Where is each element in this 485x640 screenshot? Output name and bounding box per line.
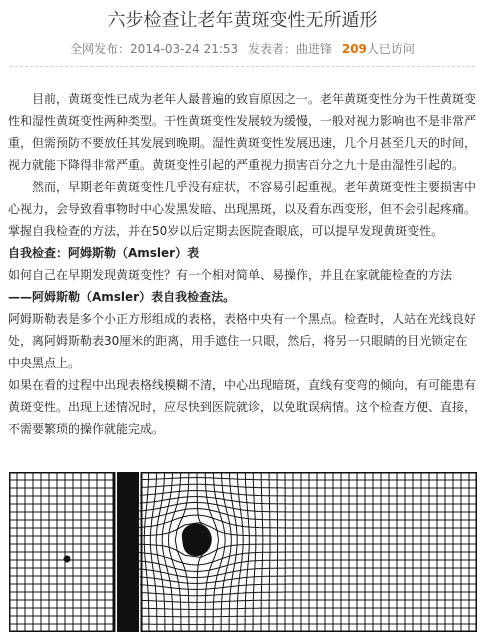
paragraph-result: 如果在看的过程中出现表格线模糊不清，中心出现暗斑，直线有变弯的倾向，有可能患有黄斑变性。出现上述情况时，应尽快到医院就诊，以免耽误病情。这个检查方便、直接，不需要繁琐的操作就能完成。 <box>8 378 477 436</box>
paragraph-method: 阿姆斯勒表是多个小正方形组成的表格，表格中央有一个黑点。检查时，人站在光线良好处，离阿姆斯勒表30厘米的距离，用手遮住一只眼，然后，将另一只眼睛的目光锁定在中央黑点上。 <box>8 312 477 370</box>
section-heading: 自我检查：阿姆斯勒（Amsler）表 <box>8 246 200 260</box>
article-title: 六步检查让老年黄斑变性无所遁形 <box>107 10 378 31</box>
visit-count: 209 <box>341 42 367 56</box>
article-body <box>8 88 478 440</box>
fixation-dot <box>64 556 71 563</box>
method-name: ——阿姆斯勒（Amsler）表自我检查法。 <box>8 290 236 304</box>
figure-separator-bar <box>117 472 139 632</box>
amsler-grid-normal <box>9 472 115 632</box>
amsler-grid-figure <box>9 472 477 632</box>
paragraph-intro: 目前，黄斑变性已成为老年人最普遍的致盲原因之一。老年黄斑变性分为干性黄斑变性和湿性黄斑变性两种类型。干性黄斑变性发展较为缓慢，一般对视力影响也不是非常严重，但需预防不要放任其发展到晚期。湿性黄斑变性发展迅速，几个月甚至几天的时间，视力就能下降得非常严重。黄斑变性引起的严重视力损害百分之九十是由湿性引起的。 <box>8 92 477 172</box>
title-divider <box>10 66 475 67</box>
paragraph-question: 如何自己在早期发现黄斑变性？有一个相对简单、易操作，并且在家就能检查的方法 <box>8 268 453 282</box>
amsler-grid-distorted <box>138 472 477 632</box>
author-info: 发表者：曲进锋 <box>248 42 333 56</box>
dark-spot <box>182 523 212 556</box>
visit-suffix: 人已访问 <box>366 42 415 56</box>
paragraph-symptoms: 然而，早期老年黄斑变性几乎没有症状，不容易引起重视。老年黄斑变性主要损害中心视力，会导致看事物时中心发黑发暗、出现黑斑，以及看东西变形，但不会引起疼痛。掌握自我检查的方法，并在50岁以后定期去医院查眼底，可以提早发现黄斑变性。 <box>8 180 477 238</box>
article-meta <box>0 40 485 57</box>
publish-info: 全网发布：2014-03-24 21:53 <box>70 42 239 56</box>
